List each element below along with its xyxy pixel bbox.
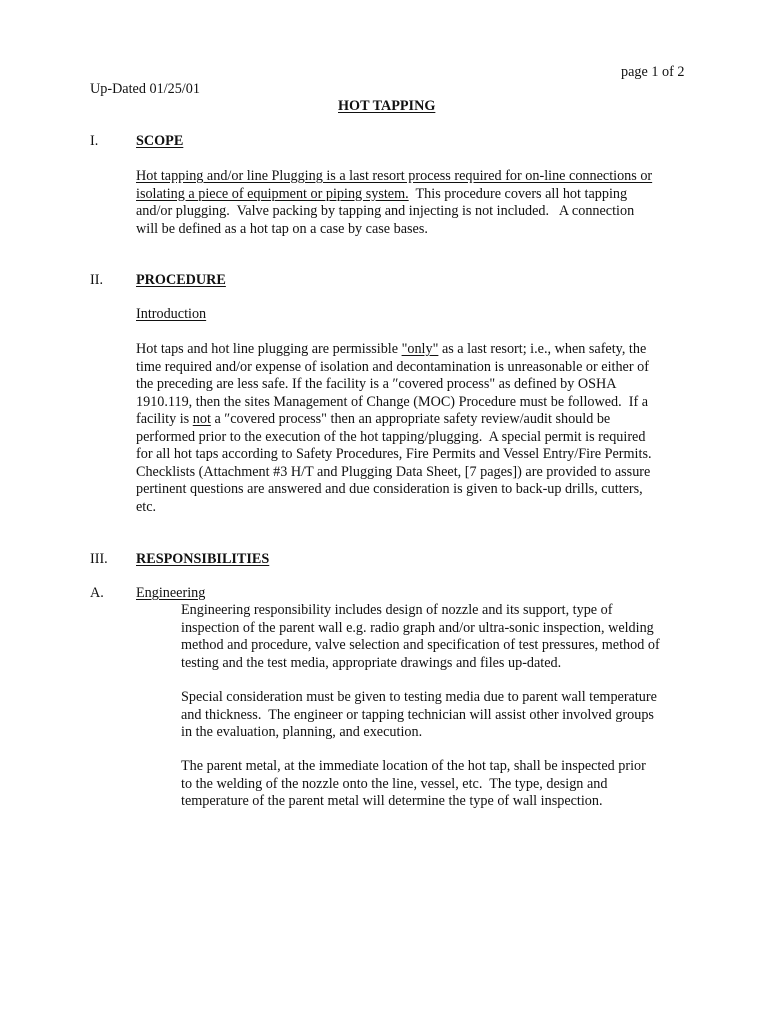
procedure-paragraph	[136, 341, 652, 516]
procedure-line: Checklists (Attachment #3 H/T and Plugging Data Sheet, [7 pages]) are provided to assure	[136, 463, 651, 480]
page-number: page 1 of 2	[621, 64, 685, 80]
engineering-line: in the evaluation, planning, and execution.	[181, 724, 423, 740]
engineering-paragraph-3	[181, 758, 646, 811]
section-numeral-procedure: II.	[90, 272, 103, 288]
document-title: HOT TAPPING	[338, 98, 436, 114]
scope-line: will be defined as a hot tap on a case by case bases.	[136, 220, 428, 237]
section-heading-scope: SCOPE	[136, 133, 184, 149]
section-numeral-scope: I.	[90, 133, 99, 149]
updated-date: Up-Dated 01/25/01	[90, 81, 200, 97]
engineering-line: Special consideration must be given to testing media due to parent wall temperature	[181, 689, 657, 705]
procedure-line: time required and/or expense of isolation and decontamination is unreasonable or either of	[136, 358, 649, 375]
engineering-paragraph-1	[181, 602, 660, 672]
procedure-line: performed prior to the execution of the hot tapping/plugging. A special permit is required	[136, 428, 646, 445]
scope-line: isolating a piece of equipment or piping system. This procedure covers all hot tapping	[136, 185, 628, 202]
section-heading-procedure: PROCEDURE	[136, 272, 226, 288]
procedure-line: the preceding are less safe. If the facility is a ″covered process" as defined by OSHA	[136, 376, 617, 392]
engineering-line: and thickness. The engineer or tapping technician will assist other involved groups	[181, 706, 654, 723]
procedure-line: etc.	[136, 498, 157, 515]
engineering-line: testing and the test media, appropriate drawings and files up-dated.	[181, 654, 562, 671]
engineering-line: The parent metal, at the immediate location of the hot tap, shall be inspected prior	[181, 758, 646, 774]
procedure-line: facility is not a ″covered process" then an appropriate safety review/audit should be	[136, 411, 611, 427]
procedure-line: for all hot taps according to Safety Procedures, Fire Permits and Vessel Entry/Fire Permits.	[136, 446, 652, 462]
procedure-line: pertinent questions are answered and due consideration is given to back-up drills, cutters,	[136, 481, 643, 497]
scope-line: and/or plugging. Valve packing by tapping and injecting is not included. A connection	[136, 203, 635, 219]
subsection-heading-engineering: Engineering	[136, 585, 206, 601]
engineering-line: method and procedure, valve selection and specification of test pressures, method of	[181, 637, 660, 653]
section-heading-responsibilities: RESPONSIBILITIES	[136, 551, 270, 567]
section-numeral-responsibilities: III.	[90, 551, 108, 567]
subsection-letter-engineering: A.	[90, 585, 104, 601]
engineering-line: temperature of the parent metal will determine the type of wall inspection.	[181, 793, 603, 809]
engineering-line: to the welding of the nozzle onto the line, vessel, etc. The type, design and	[181, 775, 608, 792]
scope-line: Hot tapping and/or line Plugging is a last resort process required for on-line connections or	[136, 168, 653, 184]
engineering-paragraph-2	[181, 689, 657, 742]
procedure-line: 1910.119, then the sites Management of Change (MOC) Procedure must be followed. If a	[136, 393, 649, 410]
subheading-introduction: Introduction	[136, 306, 207, 322]
scope-paragraph	[136, 168, 652, 238]
engineering-line: inspection of the parent wall e.g. radio graph and/or ultra-sonic inspection, welding	[181, 619, 654, 636]
engineering-line: Engineering responsibility includes design of nozzle and its support, type of	[181, 602, 613, 618]
procedure-line: Hot taps and hot line plugging are permissible "only" as a last resort; i.e., when safety, the	[136, 341, 647, 357]
